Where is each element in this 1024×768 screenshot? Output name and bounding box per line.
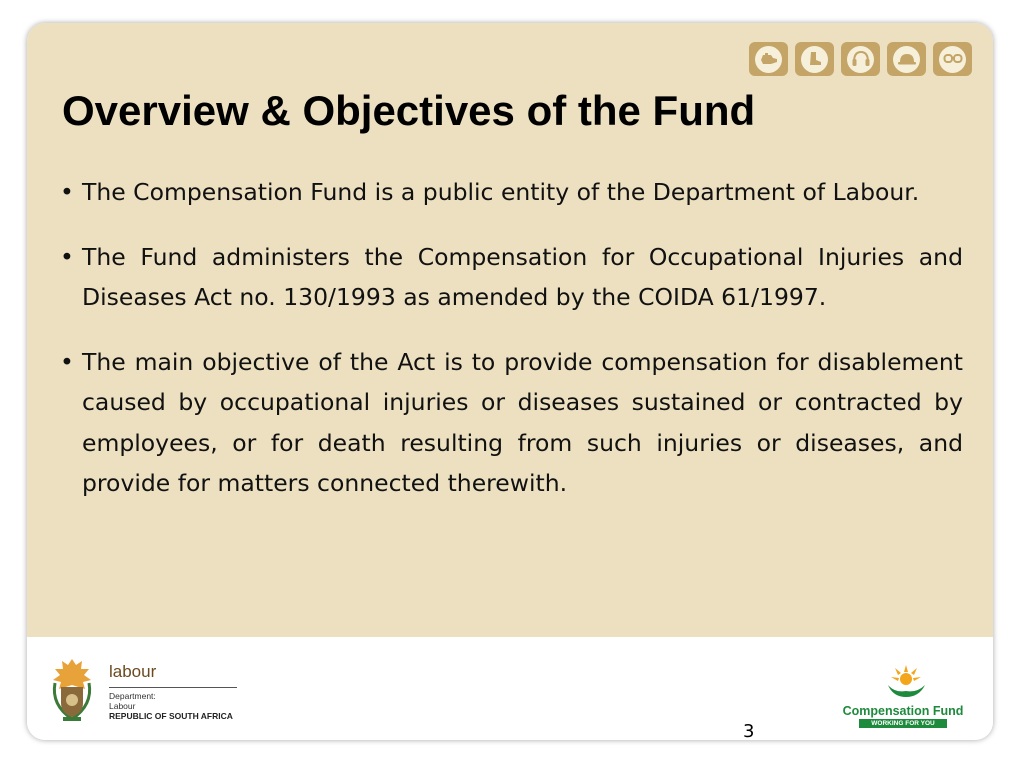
footer: [27, 637, 993, 740]
bullet-icon: •: [60, 178, 74, 206]
labour-logo: [109, 663, 237, 721]
gloves-icon: [749, 42, 788, 76]
page-number: 3: [743, 721, 755, 740]
bullet-item: [60, 172, 963, 213]
ear-protection-icon: [841, 42, 880, 76]
boot-icon: [795, 42, 834, 76]
sun-hands-icon: [833, 663, 973, 699]
bullet-item: [60, 342, 963, 504]
fund-tagline: WORKING FOR YOU: [859, 719, 947, 728]
safety-goggles-icon: [933, 42, 972, 76]
labour-line-3: REPUBLIC OF SOUTH AFRICA: [109, 711, 233, 721]
divider: [109, 687, 237, 688]
bullet-item: [60, 237, 963, 318]
labour-line-2: Labour: [109, 701, 136, 711]
slide: [27, 23, 993, 740]
bullet-text: The Fund administers the Compensation for Occupational Injuries and Diseases Act no. 130/1993 as amended by the COIDA 61/1997.: [82, 242, 963, 311]
content-area: [27, 23, 993, 637]
bullet-icon: •: [60, 242, 74, 271]
bullet-icon: •: [60, 347, 74, 376]
bullet-text: The main objective of the Act is to provide compensation for disablement caused by occupational injuries or diseases sustained or contracted by employees, or for death resulting from such injuries or diseases, and provide for matters connected therewith.: [82, 347, 963, 497]
fund-name: Compensation Fund: [842, 704, 964, 718]
labour-word: labour: [109, 662, 157, 681]
bullet-text: The Compensation Fund is a public entity of the Department of Labour.: [82, 178, 920, 206]
coat-of-arms-logo: [47, 655, 97, 723]
compensation-fund-logo: [833, 663, 973, 728]
bullet-list: [60, 172, 963, 528]
hard-hat-icon: [887, 42, 926, 76]
slide-title: Overview & Objectives of the Fund: [62, 87, 756, 134]
header-icons: [749, 42, 972, 76]
labour-line-1: Department:: [109, 691, 156, 701]
